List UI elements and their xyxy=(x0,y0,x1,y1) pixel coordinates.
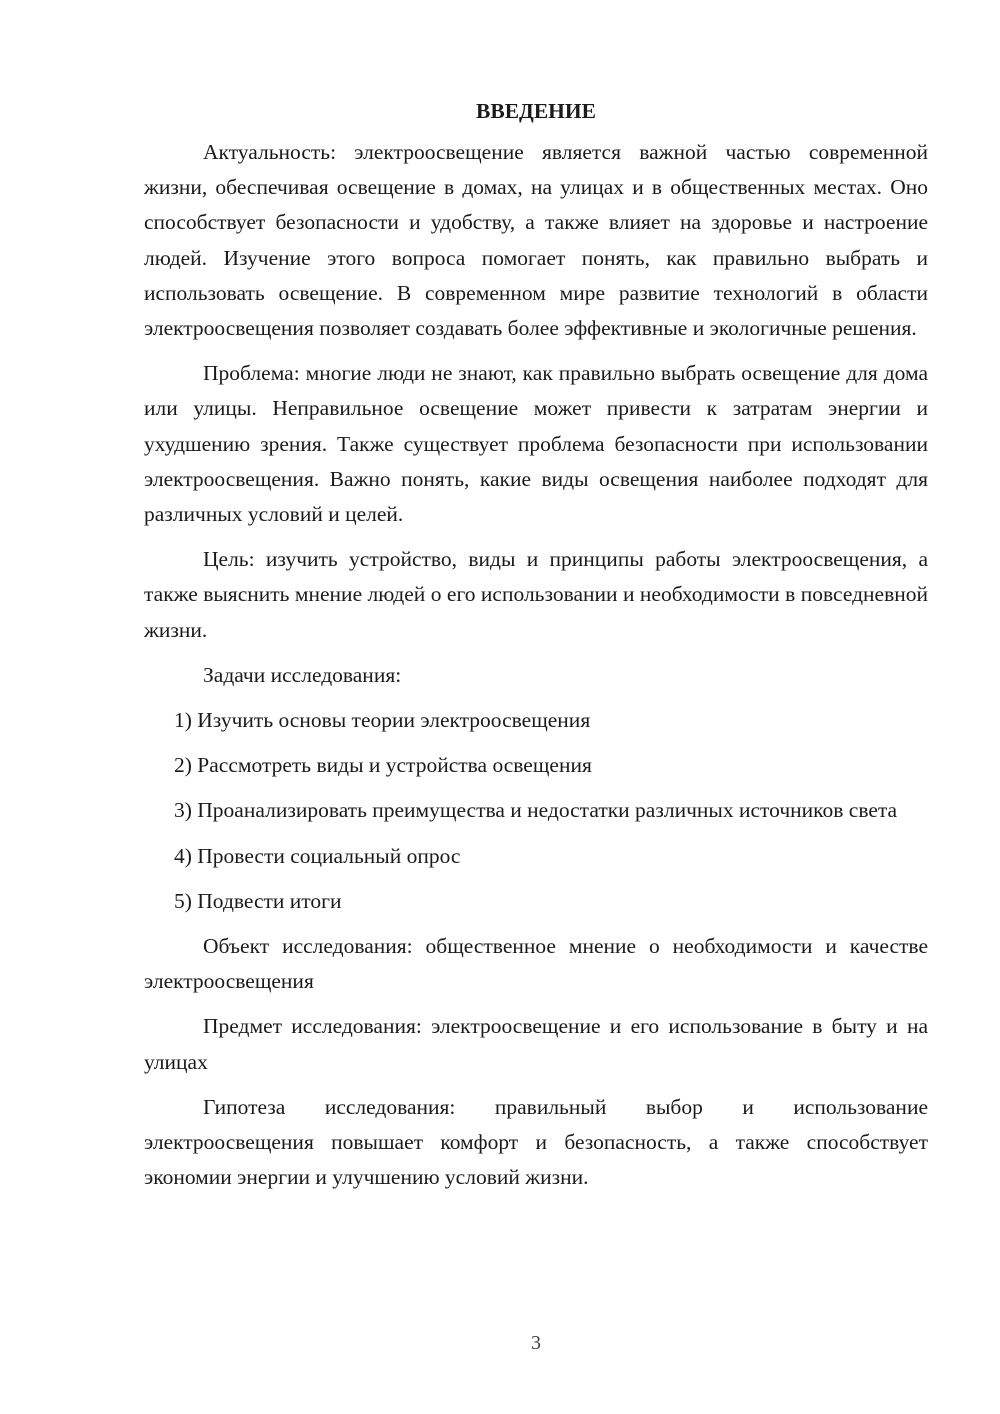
hypothesis-paragraph: Гипотеза исследования: правильный выбор и использование электроосвещения повышает комфорт и безопасность, а также способствует экономии энергии и улучшению условий жизни. xyxy=(144,1094,928,1190)
subject-paragraph: Предмет исследования: электроосвещение и его использование в быту и на улицах xyxy=(144,1014,928,1074)
list-item: 1) Изучить основы теории электроосвещения xyxy=(174,708,591,733)
tasks-heading: Задачи исследования: xyxy=(203,662,402,687)
document-page xyxy=(144,94,928,1205)
list-item: 3) Проанализировать преимущества и недостатки различных источников света xyxy=(174,798,898,823)
object-paragraph: Объект исследования: общественное мнение о необходимости и качестве электроосвещения xyxy=(144,934,928,994)
page-title: ВВЕДЕНИЕ xyxy=(476,99,596,123)
page-number: 3 xyxy=(531,1332,541,1354)
tasks-list xyxy=(144,703,928,919)
problem-paragraph: Проблема: многие люди не знают, как правильно выбрать освещение для дома или улицы. Неправильное освещение может привести к затратам энергии и ухудшению зрения. Также существует проблема безопасности при использовании электроосвещения. Важно понять, какие виды освещения наиболее подходят для различных условий и целей. xyxy=(144,361,928,527)
list-item: 5) Подвести итоги xyxy=(174,888,342,913)
list-item: 4) Провести социальный опрос xyxy=(174,843,461,868)
list-item: 2) Рассмотреть виды и устройства освещения xyxy=(174,753,592,778)
relevance-paragraph: Актуальность: электроосвещение является важной частью современной жизни, обеспечивая освещение в домах, на улицах и в общественных местах. Оно способствует безопасности и удобству, а также влияет на здоровье и настроение людей. Изучение этого вопроса помогает понять, как правильно выбрать и использовать освещение. В современном мире развитие технологий в области электроосвещения позволяет создавать более эффективные и экологичные решения. xyxy=(144,140,928,341)
goal-paragraph: Цель: изучить устройство, виды и принципы работы электроосвещения, а также выяснить мнение людей о его использовании и необходимости в повседневной жизни. xyxy=(144,547,928,642)
